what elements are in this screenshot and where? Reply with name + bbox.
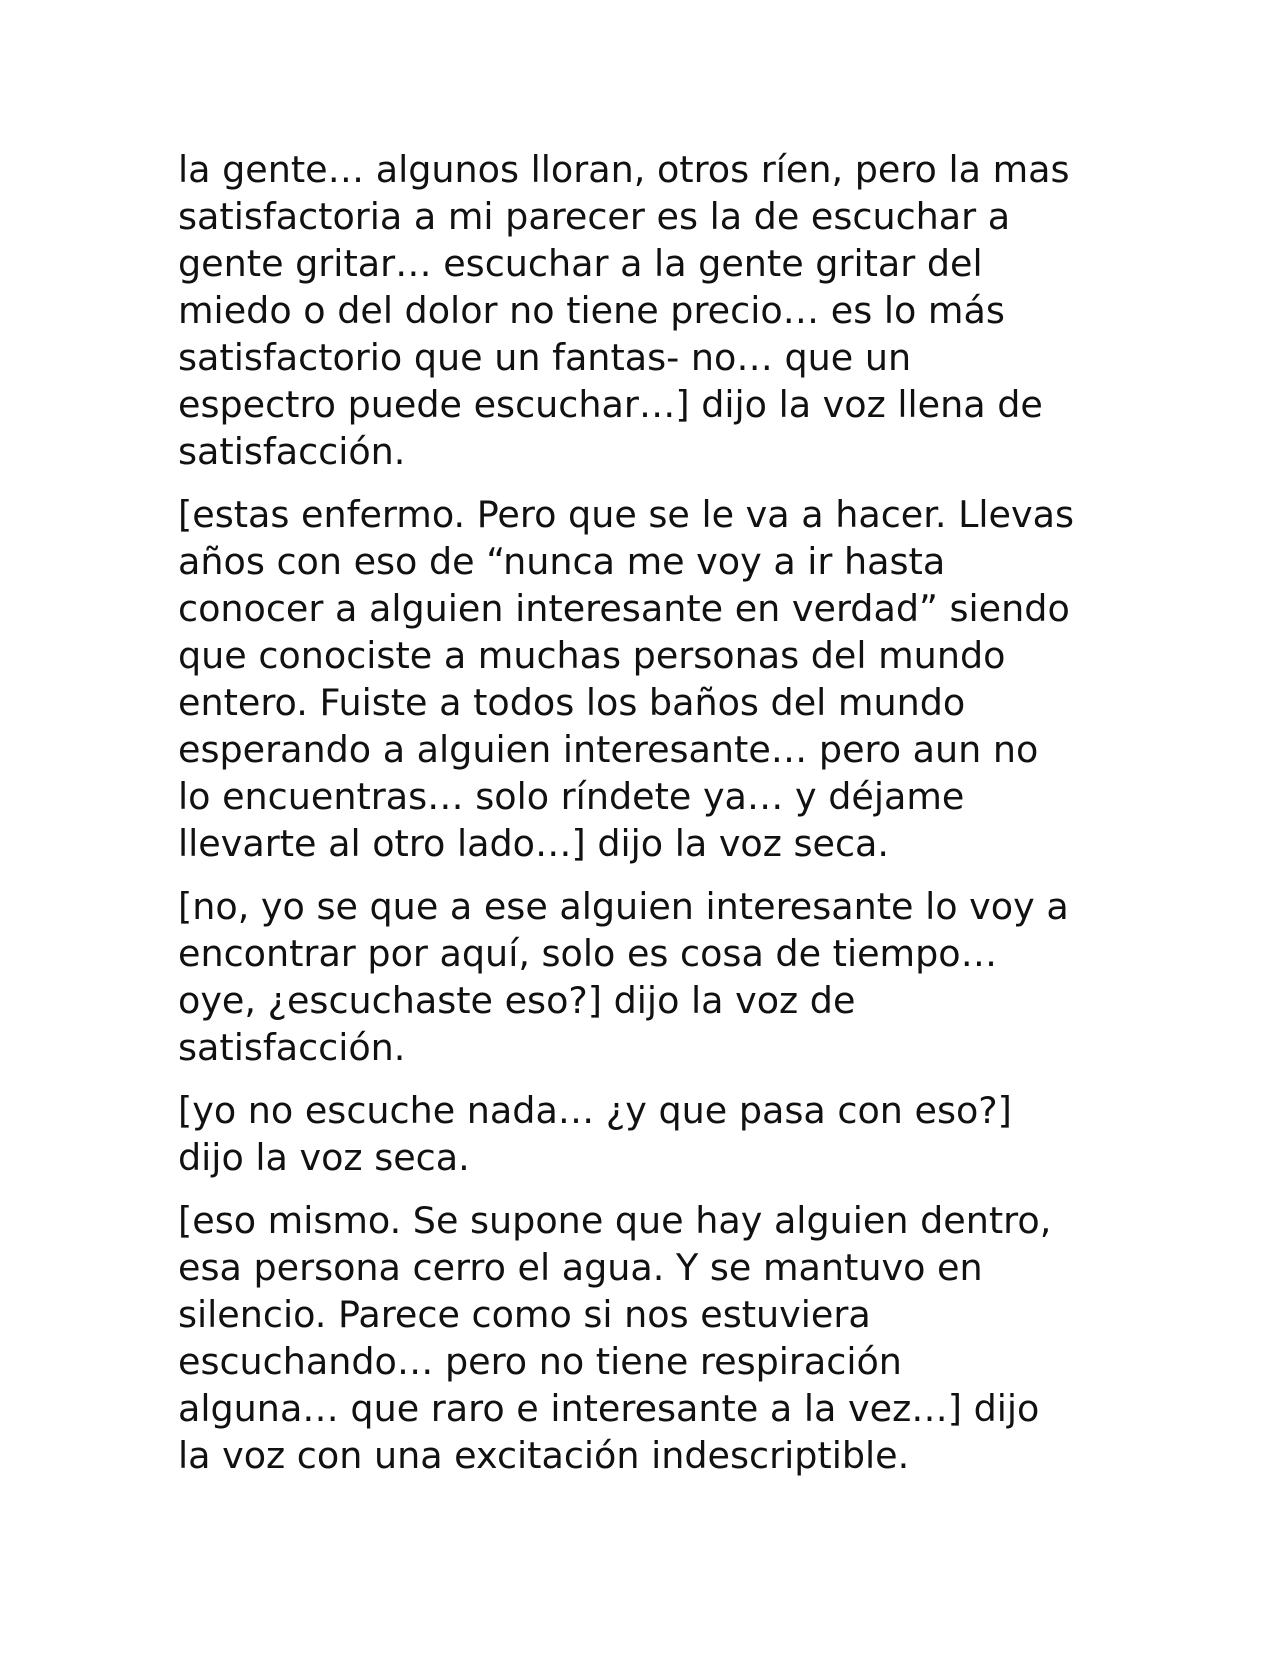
paragraph-2: [estas enfermo. Pero que se le va a hacer. Llevas años con eso de “nunca me voy a ir hasta conocer a alguien interesante en verdad” siendo que conociste a muchas personas del mundo entero. Fuiste a todos los baños del mundo esperando a alguien interesante… pero aun no lo encuentras… solo ríndete ya… y déjame llevarte al otro lado…] dijo la voz seca.	[178, 493, 1074, 865]
paragraph-3: [no, yo se que a ese alguien interesante lo voy a encontrar por aquí, solo es cosa de tiempo… oye, ¿escuchaste eso?] dijo la voz de satisfacción.	[178, 885, 1069, 1069]
paragraph-5: [eso mismo. Se supone que hay alguien dentro, esa persona cerro el agua. Y se mantuvo en silencio. Parece como si nos estuviera escuchando… pero no tiene respiración alguna… que raro e interesante a la vez…] dijo la voz con una excitación indescriptible.	[178, 1199, 1052, 1477]
paragraph-1: la gente… algunos lloran, otros ríen, pero la mas satisfactoria a mi parecer es la de escuchar a gente gritar… escuchar a la gente gritar del miedo o del dolor no tiene precio… es lo más satisfactorio que un fantas- no… que un espectro puede escuchar…] dijo la voz llena de satisfacción.	[178, 148, 1070, 473]
document-page	[178, 146, 1118, 1495]
paragraph-4: [yo no escuche nada… ¿y que pasa con eso?] dijo la voz seca.	[178, 1089, 1012, 1179]
